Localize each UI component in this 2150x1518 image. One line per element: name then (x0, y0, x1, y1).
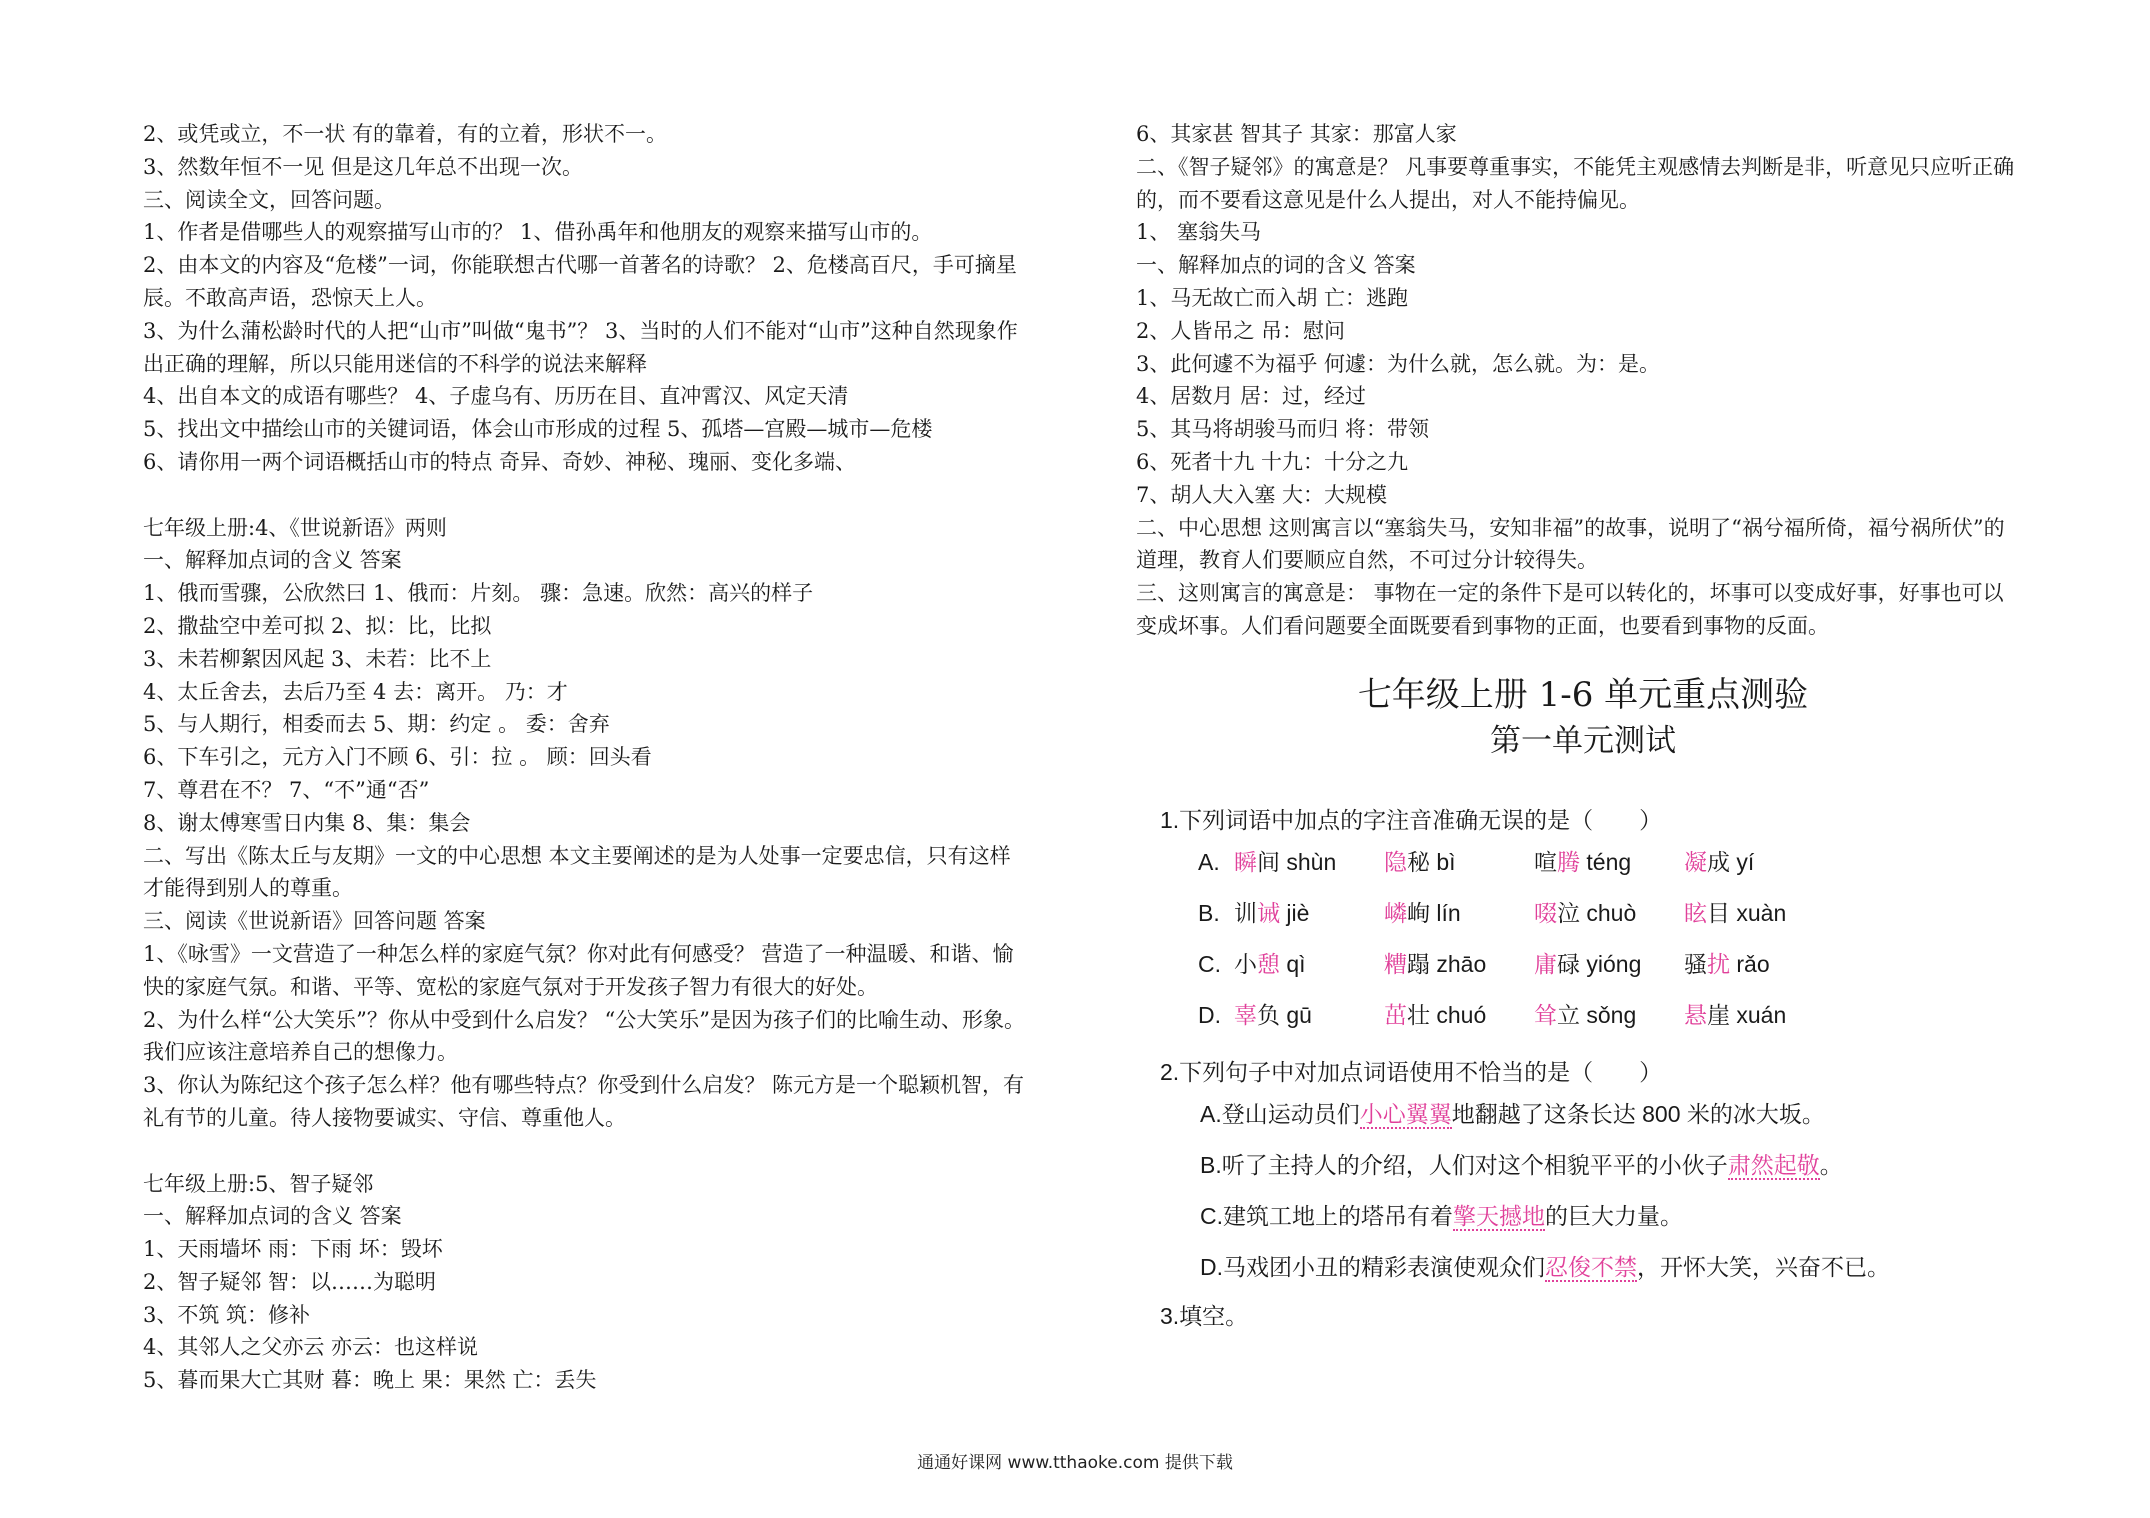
text-line: 1、《咏雪》一文营造了一种怎么样的家庭气氛？你对此有何感受？ 营造了一种温暖、和谐、愉 (143, 941, 1014, 966)
text-line: 7、胡人大入塞 大：大规模 (1136, 482, 1388, 507)
option-letter: A. (1198, 848, 1220, 875)
text-line: 6、其家甚 智其子 其家：那富人家 (1136, 122, 1457, 146)
text-line: 1、天雨墙坏 雨：下雨 坏：毁坏 (143, 1237, 443, 1262)
text-line: 礼有节的儿童。待人接物要诚实、守信、尊重他人。 (143, 1105, 626, 1130)
option-word: 眩目 xuàn (1684, 899, 1787, 926)
text-line: 4、太丘舍去，去后乃至 4 去：离开。 乃：才 (143, 679, 568, 704)
right-column (1108, 118, 2058, 1333)
test-title: 七年级上册 1-6 单元重点测验 (1357, 674, 1809, 715)
test-subtitle: 第一单元测试 (1490, 722, 1676, 759)
text-line: 七年级上册:5、智子疑邻 (143, 1171, 374, 1196)
text-line: 4、其邻人之父亦云 亦云：也这样说 (143, 1335, 479, 1360)
text-line: 三、这则寓言的寓意是： 事物在一定的条件下是可以转化的，坏事可以变成好事，好事也可以 (1136, 581, 2004, 606)
option-letter: D. (1198, 1001, 1221, 1028)
question-1-options (1198, 837, 2058, 1041)
option-word: 啜泣 chuò (1534, 899, 1637, 926)
highlighted-char: 腾 (1557, 848, 1580, 875)
text-line: 变成坏事。人们看问题要全面既要看到事物的正面，也要看到事物的反面。 (1136, 613, 1829, 638)
page-footer: 通通好课网 www.tthaoke.com 提供下载 (917, 1453, 1233, 1473)
text-line: 2、为什么样“公大笑乐”？你从中受到什么启发？ “公大笑乐”是因为孩子们的比喻生动、形象。 (143, 1007, 1025, 1032)
text-line: 7、尊君在不？ 7、“不”通“否” (143, 777, 430, 802)
option-letter: C. (1198, 950, 1221, 977)
option-row (1198, 990, 2058, 1041)
option-word: 悬崖 xuán (1684, 1001, 1787, 1028)
text-line: 2、撒盐空中差可拟 2、拟：比，比拟 (143, 613, 492, 638)
text-line: 二、写出《陈太丘与友期》一文的中心思想 本文主要阐述的是为人处事一定要忠信，只有这样 (143, 843, 1011, 868)
text-line: 5、暮而果大亡其财 暮：晚上 果：果然 亡：丢失 (143, 1368, 597, 1393)
text-line: 一、解释加点的词的含义 答案 (1136, 253, 1416, 278)
highlighted-char: 憩 (1257, 950, 1280, 977)
text-line: 七年级上册:4、《世说新语》两则 (143, 515, 447, 540)
option-word: 隐秘 bì (1384, 848, 1456, 875)
text-line: 1、 塞翁失马 (1136, 220, 1262, 245)
left-column (115, 118, 1065, 1397)
option-word: 喧腾 téng (1534, 848, 1632, 875)
blank-line (115, 479, 1065, 512)
option-word: 嶙峋 lín (1384, 899, 1461, 926)
text-line: 2、由本文的内容及“危楼”一词，你能联想古代哪一首著名的诗歌？ 2、危楼高百尺，手可摘星 (143, 253, 1017, 278)
text-line: 一、解释加点词的含义 答案 (143, 1204, 402, 1229)
text-line: 二、《智子疑邻》的寓意是？ 凡事要尊重事实，不能凭主观感情去判断是非，听意见只应听正确 (1136, 154, 2015, 179)
text-line: 快的家庭气氛。和谐、平等、宽松的家庭气氛对于开发孩子智力有很大的好处。 (143, 974, 878, 999)
option-word: 训诫 jiè (1234, 899, 1310, 926)
text-line: 出正确的理解，所以只能用迷信的不科学的说法来解释 (143, 351, 647, 376)
option-word: 瞬间 shùn (1234, 848, 1337, 875)
question-1-stem: 1.下列词语中加点的字注音准确无误的是（ ） (1160, 806, 1663, 833)
option-row (1198, 939, 2058, 990)
option-word: 骚扰 rǎo (1684, 950, 1770, 977)
question-2-stem: 2.下列句子中对加点词语使用不恰当的是（ ） (1160, 1058, 1663, 1085)
option-row (1198, 837, 2058, 888)
text-line: 辰。不敢高声语，恐惊天上人。 (143, 285, 437, 310)
text-line: 2、智子疑邻 智：以……为聪明 (143, 1269, 437, 1294)
text-line: 5、其马将胡骏马而归 将：带领 (1136, 417, 1430, 442)
text-line: 2、人皆吊之 吊：慰问 (1136, 318, 1346, 343)
text-line: 3、你认为陈纪这个孩子怎么样？他有哪些特点？你受到什么启发？ 陈元方是一个聪颖机智，有 (143, 1073, 1025, 1098)
right-text (1108, 118, 2058, 643)
question-2-option-c: C.建筑工地上的塔吊有着擎天撼地的巨大力量。 (1200, 1202, 1683, 1229)
text-line: 三、阅读《世说新语》回答问题 答案 (143, 909, 486, 934)
text-line: 我们应该注意培养自己的想像力。 (143, 1040, 458, 1065)
text-line: 5、与人期行，相委而去 5、期：约定 。 委：舍弃 (143, 712, 610, 737)
text-line: 道理，教育人们要顺应自然，不可过分计较得失。 (1136, 548, 1598, 573)
text-line: 3、然数年恒不一见 但是这几年总不出现一次。 (143, 154, 584, 179)
text-line: 3、此何遽不为福乎 何遽：为什么就，怎么就。为：是。 (1136, 351, 1661, 376)
text-line: 一、解释加点词的含义 答案 (143, 548, 402, 573)
text-line: 4、居数月 居：过，经过 (1136, 384, 1367, 409)
option-word: 茁壮 chuó (1384, 1001, 1487, 1028)
text-line: 6、死者十九 十九：十分之九 (1136, 449, 1409, 474)
option-word: 凝成 yí (1684, 848, 1755, 875)
question-3-stem: 3.填空。 (1160, 1302, 1249, 1329)
text-line: 三、阅读全文，回答问题。 (143, 187, 395, 212)
option-row (1198, 888, 2058, 939)
text-line: 1、作者是借哪些人的观察描写山市的？ 1、借孙禹年和他朋友的观察来描写山市的。 (143, 220, 933, 245)
text-line: 3、不筑 筑：修补 (143, 1302, 311, 1327)
highlighted-char: 诫 (1257, 899, 1280, 926)
question-2-option-d: D.马戏团小丑的精彩表演使观众们忍俊不禁，开怀大笑，兴奋不已。 (1200, 1253, 1890, 1280)
text-line: 1、马无故亡而入胡 亡：逃跑 (1136, 285, 1409, 310)
text-line: 8、谢太傅寒雪日内集 8、集：集会 (143, 810, 471, 835)
text-line: 4、出自本文的成语有哪些？ 4、子虚乌有、历历在目、直冲霄汉、风定天清 (143, 384, 849, 409)
option-word: 小憩 qì (1234, 950, 1306, 977)
text-line: 5、找出文中描绘山市的关键词语，体会山市形成的过程 5、孤塔—宫殿—城市—危楼 (143, 417, 933, 442)
text-line: 3、未若柳絮因风起 3、未若：比不上 (143, 646, 492, 671)
blank-line (115, 1135, 1065, 1168)
text-line: 3、为什么蒲松龄时代的人把“山市”叫做“鬼书”？ 3、当时的人们不能对“山市”这种自然现象作 (143, 318, 1018, 343)
option-letter: B. (1198, 899, 1220, 926)
text-line: 2、或凭或立，不一状 有的靠着，有的立着，形状不一。 (143, 122, 668, 146)
option-word: 辜负 gū (1234, 1001, 1312, 1028)
text-line: 二、中心思想 这则寓言以“塞翁失马，安知非福”的故事，说明了“祸兮福所倚，福兮祸所伏”的 (1136, 515, 2005, 540)
option-word: 糟蹋 zhāo (1384, 950, 1487, 977)
question-2-option-b: B.听了主持人的介绍，人们对这个相貌平平的小伙子肃然起敬。 (1200, 1151, 1843, 1178)
text-line: 6、下车引之，元方入门不顾 6、引：拉 。 顾：回头看 (143, 745, 652, 770)
highlighted-char: 扰 (1707, 950, 1730, 977)
text-line: 6、请你用一两个词语概括山市的特点 奇异、奇妙、神秘、瑰丽、变化多端、 (143, 449, 857, 474)
question-2-option-a: A.登山运动员们小心翼翼地翻越了这条长达 800 米的冰大坂。 (1200, 1100, 1825, 1127)
text-line: 才能得到别人的尊重。 (143, 876, 353, 901)
option-word: 耸立 sǒng (1534, 1001, 1637, 1028)
text-line: 1、俄而雪骤，公欣然曰 1、俄而：片刻。 骤：急速。欣然：高兴的样子 (143, 581, 814, 606)
text-line: 的，而不要看这意见是什么人提出，对人不能持偏见。 (1136, 187, 1640, 212)
option-word: 庸碌 yióng (1534, 950, 1642, 977)
